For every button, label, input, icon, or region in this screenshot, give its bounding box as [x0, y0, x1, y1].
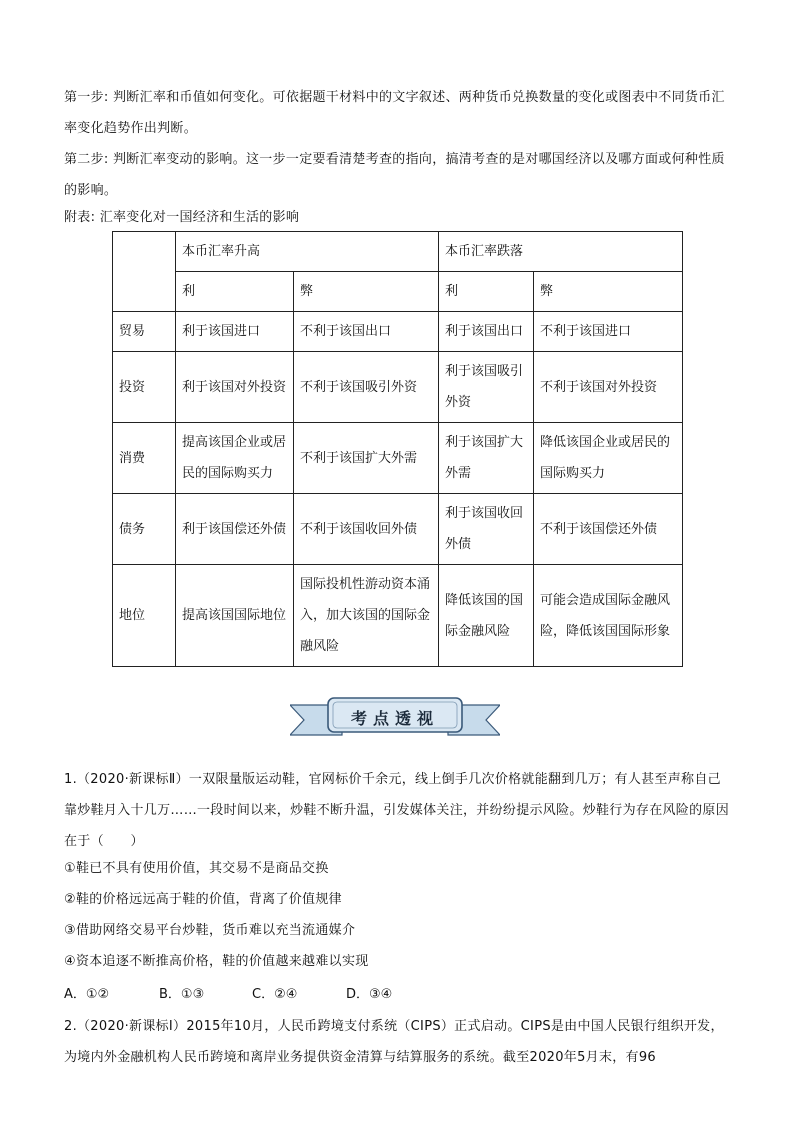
exchange-rate-impact-table: [112, 231, 683, 667]
cell-fall-pro: 利于该国出口: [439, 312, 534, 352]
cell-rise-pro: 利于该国进口: [176, 312, 294, 352]
cell-rise-con: 不利于该国出口: [294, 312, 439, 352]
subheader-fall-pro: 利: [439, 272, 534, 312]
cell-fall-pro: 降低该国的国际金融风险: [439, 565, 534, 667]
row-category: 地位: [113, 565, 176, 667]
cell-rise-pro: 提高该国国际地位: [176, 565, 294, 667]
table-group-header-row: [113, 232, 683, 272]
row-category: 贸易: [113, 312, 176, 352]
table-subheader-row: [113, 272, 683, 312]
question-1-statement-1: ①鞋已不具有使用价值，其交易不是商品交换: [64, 861, 329, 876]
table-row: [113, 352, 683, 423]
cell-rise-pro: 提高该国企业或居民的国际购买力: [176, 423, 294, 494]
cell-fall-con: 不利于该国偿还外债: [534, 494, 683, 565]
cell-rise-pro: 利于该国对外投资: [176, 352, 294, 423]
option-a: A．①②: [64, 987, 110, 1002]
subheader-fall-con: 弊: [534, 272, 683, 312]
header-rate-rise: 本币汇率升高: [176, 232, 439, 272]
table-corner-cell: [113, 232, 176, 312]
question-2-stem: 2.（2020·新课标Ⅰ）2015年10月，人民币跨境支付系统（CIPS）正式启动。CIPS是由中国人民银行组织开发，为境内外金融机构人民币跨境和离岸业务提供资金清算与结算服务的系统。截至2020年5月末，有96: [64, 1019, 724, 1065]
cell-rise-pro: 利于该国偿还外债: [176, 494, 294, 565]
cell-rise-con: 不利于该国吸引外资: [294, 352, 439, 423]
table-row: [113, 312, 683, 352]
cell-fall-con: 降低该国企业或居民的国际购买力: [534, 423, 683, 494]
header-rate-fall: 本币汇率跌落: [439, 232, 683, 272]
option-c: C．②④: [252, 987, 298, 1002]
subheader-rise-pro: 利: [176, 272, 294, 312]
cell-fall-pro: 利于该国吸引外资: [439, 352, 534, 423]
option-d: D．③④: [346, 987, 393, 1002]
table-row: [113, 565, 683, 667]
banner-title: 考点透视: [350, 708, 439, 728]
section-banner: [290, 695, 500, 739]
cell-fall-pro: 利于该国扩大外需: [439, 423, 534, 494]
row-category: 投资: [113, 352, 176, 423]
question-1-stem: 1.（2020·新课标Ⅱ）一双限量版运动鞋，官网标价千余元，线上倒手几次价格就能翻到几万；有人甚至声称自己靠炒鞋月入十几万……一段时间以来，炒鞋不断升温，引发媒体关注，并纷纷提示风险。炒鞋行为存在风险的原因在于（ ）: [64, 772, 730, 849]
row-category: 债务: [113, 494, 176, 565]
step-one-paragraph: 第一步: 判断汇率和币值如何变化。可依据题干材料中的文字叙述、两种货币兑换数量的变化或图表中不同货币汇率变化趋势作出判断。: [64, 90, 725, 136]
cell-fall-con: 可能会造成国际金融风险，降低该国国际形象: [534, 565, 683, 667]
cell-fall-pro: 利于该国收回外债: [439, 494, 534, 565]
cell-rise-con: 国际投机性游动资本涌入，加大该国的国际金融风险: [294, 565, 439, 667]
step-two-paragraph: 第二步: 判断汇率变动的影响。这一步一定要看清楚考查的指向，搞清考查的是对哪国经济以及哪方面或何种性质的影响。: [64, 152, 725, 198]
subheader-rise-con: 弊: [294, 272, 439, 312]
table-row: [113, 423, 683, 494]
table-caption: 附表: 汇率变化对一国经济和生活的影响: [64, 210, 300, 225]
row-category: 消费: [113, 423, 176, 494]
question-1-statement-4: ④资本追逐不断推高价格，鞋的价值越来越难以实现: [64, 954, 369, 969]
question-1-statement-3: ③借助网络交易平台炒鞋，货币难以充当流通媒介: [64, 923, 356, 938]
question-1-statement-2: ②鞋的价格远远高于鞋的价值，背离了价值规律: [64, 892, 342, 907]
table-row: [113, 494, 683, 565]
cell-fall-con: 不利于该国对外投资: [534, 352, 683, 423]
cell-rise-con: 不利于该国扩大外需: [294, 423, 439, 494]
cell-rise-con: 不利于该国收回外债: [294, 494, 439, 565]
cell-fall-con: 不利于该国进口: [534, 312, 683, 352]
option-b: B．①③: [159, 987, 205, 1002]
